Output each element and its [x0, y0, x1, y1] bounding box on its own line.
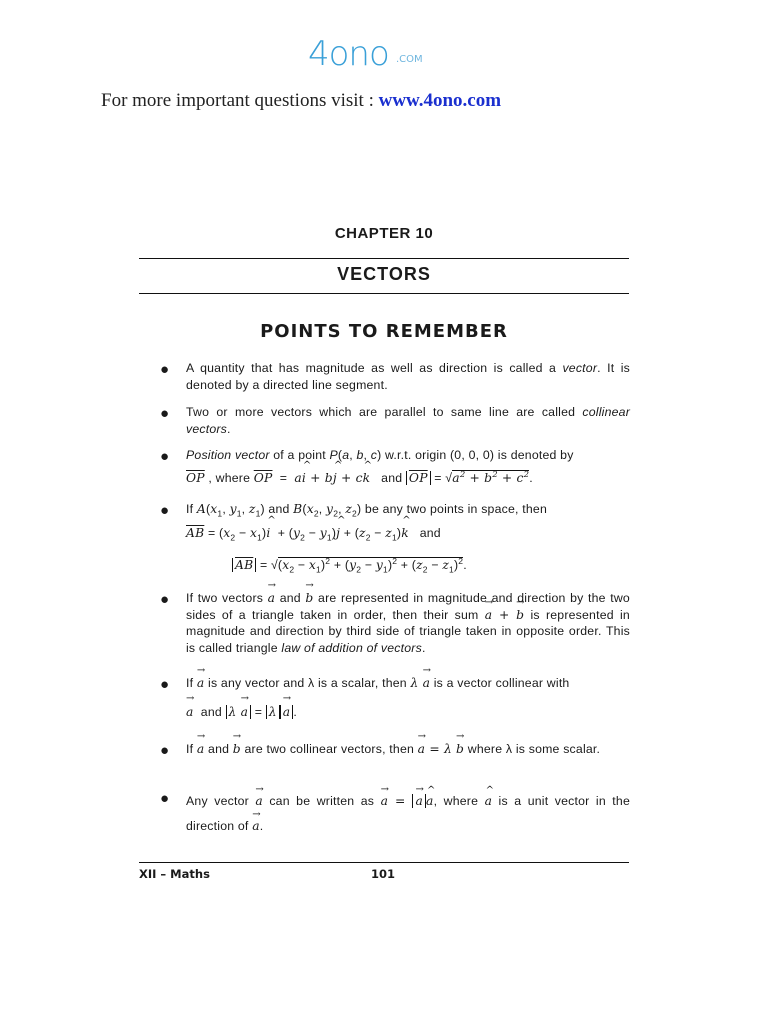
bullet: ●	[160, 448, 170, 465]
bullet: ●	[160, 361, 170, 378]
point-4: If $A(x_1$, $y_1$, $z_1$) and $B(x_2$, $y_2$, $z_2$) be any two points in space, then	[186, 502, 547, 519]
logo-main: 4ono	[308, 34, 389, 74]
scalar-multiplication-formula: → a and λ → a = λ → a .	[186, 705, 297, 719]
bullet: ●	[160, 502, 170, 519]
chapter-label: CHAPTER 10	[334, 225, 434, 242]
point-7: If → a and → b are two collinear vectors, then → a = λ → b where λ is some scalar.	[186, 741, 630, 758]
visit-line	[101, 90, 501, 112]
ab-vector-formula: $\overline{AB} = (x_2$ − $x_1)\^{}$ $i + (y_2$ − $y_1)\^{}$ $j + (z_2$ − $z_1)\^{}$ k and	[186, 526, 441, 542]
bullet: ●	[160, 676, 170, 693]
divider	[139, 258, 629, 259]
visit-link[interactable]: www.4ono.com	[378, 90, 502, 111]
point-8: Any vector → a can be written as → a = → a ^ a, where ^ a is a unit vector in the direction of → a.	[186, 789, 630, 839]
logo-suffix: .COM	[396, 54, 423, 65]
point-1: A quantity that has magnitude as well as direction is called a vector. It is denoted by a directed line segment.	[186, 361, 630, 392]
point-5: If two vectors → a and → b are represented in magnitude and direction by the two sides of a triangle taken in order, then their sum → a + → b is represented in magnitude and direction by third side of triangle taken in opposite order. This is called triangle law of addition of vectors.	[186, 590, 630, 656]
ab-magnitude-formula: $\overline{AB} = √(x_2 - x_1)^2 + (y_2 - y_1)^2 + (z_2 - z_1)^2$.	[232, 556, 467, 575]
bullet: ●	[160, 405, 170, 422]
footer-divider	[139, 862, 629, 863]
position-vector-formula: $\overline{OP}$ , where $\overline{OP}$ = a^ i + b^ j + c^ k and $\overline{OP} = √a^2 + b^2 + c^2$.	[186, 470, 533, 485]
chapter-title: VECTORS	[337, 264, 431, 284]
section-heading: POINTS TO REMEMBER	[260, 321, 508, 342]
visit-text: For more important questions visit :	[101, 90, 379, 111]
bullet: ●	[160, 790, 170, 807]
bullet: ●	[160, 591, 170, 608]
point-3: Position vector of a point P(a, b, c) w.r.t. origin (0, 0, 0) is denoted by	[186, 448, 574, 462]
divider	[139, 293, 629, 294]
point-6: If → a is any vector and λ is a scalar, then λ → a is a vector collinear with	[186, 675, 630, 692]
page-number: 101	[371, 867, 396, 881]
bullet: ●	[160, 742, 170, 759]
footer-subject: XII – Maths	[139, 867, 210, 881]
site-logo[interactable]	[308, 34, 423, 74]
point-2: Two or more vectors which are parallel to same line are called collinear vectors.	[186, 405, 630, 436]
